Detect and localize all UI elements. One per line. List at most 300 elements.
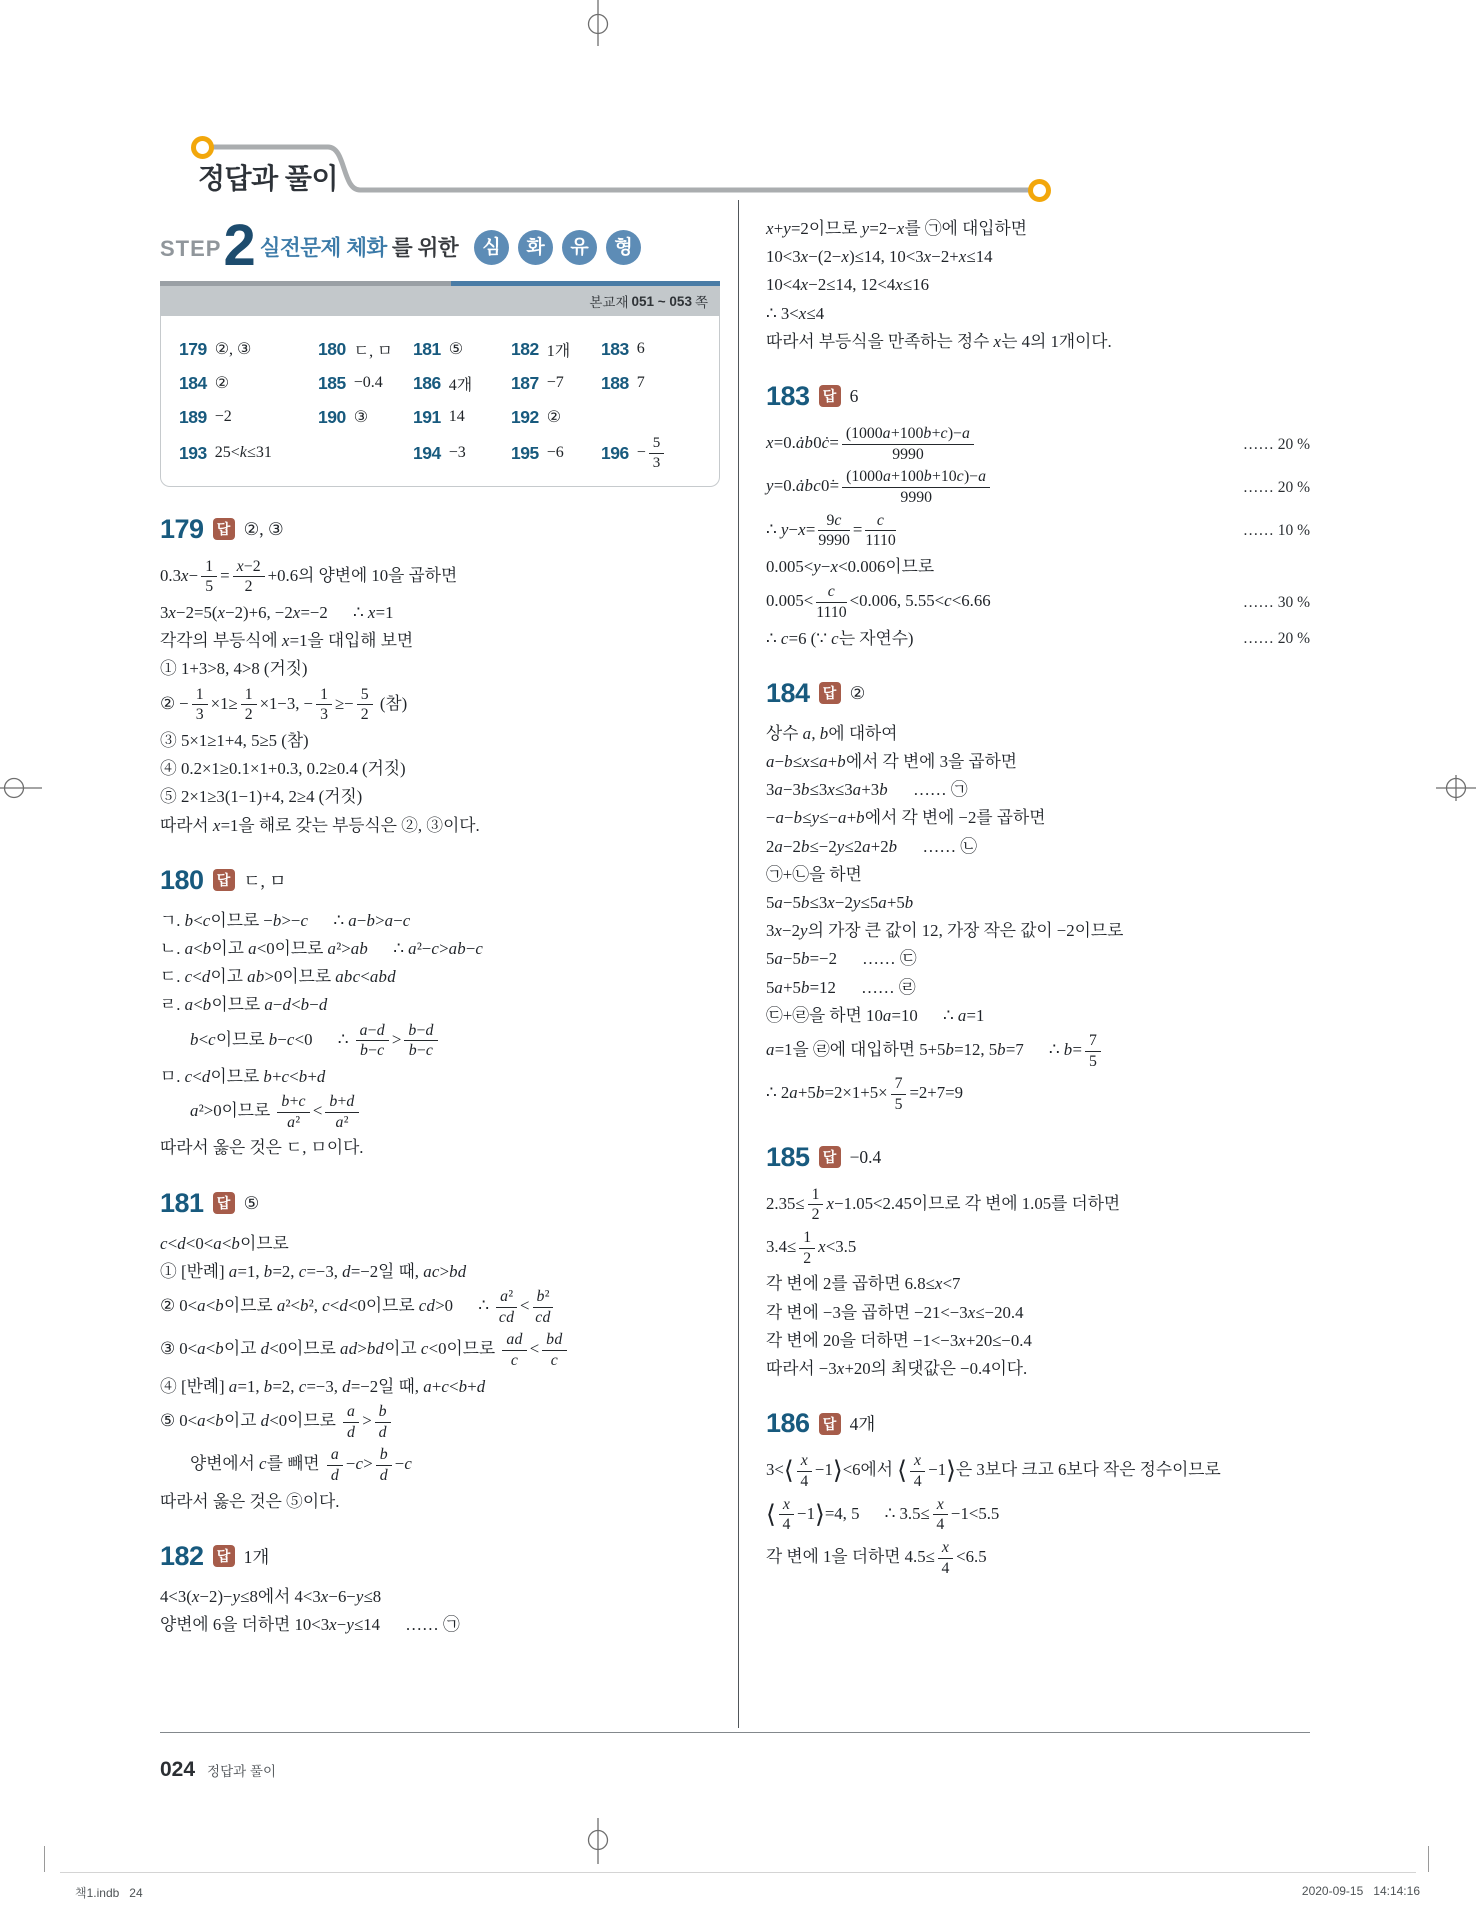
math-variable: x xyxy=(782,1495,791,1513)
fraction-numerator: 1 xyxy=(316,686,332,706)
math-variable: a xyxy=(500,1288,509,1305)
solution-line-text: ⟨ $\frac{x}{4}$ −1⟩=4, 5 ∴ 3.5≤ $\frac{x}{4}$ −1<5.5 xyxy=(766,1495,1000,1534)
fraction-denominator: 2 xyxy=(811,1206,820,1224)
solution-line xyxy=(766,582,1310,622)
math-variable: x xyxy=(896,219,905,238)
fraction xyxy=(327,1446,343,1484)
solution-line-text: y=0.ȧbc0̇= $\frac{(1000a+100b+10c)-a}{9990}$ xyxy=(766,467,993,507)
print-timestamp: 2020-09-15 14:14:16 xyxy=(1301,1884,1420,1898)
solution-line-text: 각 변에 1을 더하면 4.5≤ $\frac{x}{4}$ <6.5 xyxy=(766,1538,987,1577)
fraction-numerator: b+d xyxy=(325,1093,358,1113)
math-variable: c xyxy=(827,583,836,601)
score-weight: …… 20 % xyxy=(1242,478,1310,496)
answer-item-187 xyxy=(511,373,601,394)
solution-line-text: 각각의 부등식에 x=1을 대입해 보면 xyxy=(160,631,414,651)
solution-line-text: ④ 0.2×1≥0.1×1+0.3, 0.2≥0.4 (거짓) xyxy=(160,759,406,779)
math-variable: x xyxy=(292,603,301,623)
math-variable: a xyxy=(774,836,784,856)
fraction-numerator: 9c xyxy=(818,512,850,532)
fraction xyxy=(496,1288,517,1326)
fraction xyxy=(816,583,846,621)
math-variable: b xyxy=(298,1066,308,1086)
fraction xyxy=(779,1496,794,1534)
solution-line xyxy=(766,1300,1310,1325)
solution-line xyxy=(766,626,1310,651)
solution-line xyxy=(766,1074,1310,1114)
math-variable: x xyxy=(895,275,904,295)
math-variable: x xyxy=(818,1237,826,1257)
fraction-numerator: 1 xyxy=(192,686,208,706)
fraction-numerator xyxy=(816,583,846,603)
math-variable: a xyxy=(190,1101,199,1121)
math-variable: b xyxy=(360,1042,369,1060)
fraction-denominator: 2 xyxy=(803,1249,812,1267)
fraction-numerator: 1 xyxy=(201,558,217,578)
answer-item-195 xyxy=(511,443,601,464)
math-variable: a xyxy=(838,808,847,828)
problem-solution xyxy=(766,1185,1310,1382)
solution-line-text: 따라서 옳은 것은 ㄷ, ㅁ이다. xyxy=(160,1138,364,1158)
math-variable: a xyxy=(276,1296,286,1316)
math-variable: ab xyxy=(350,938,369,958)
solution-continuation xyxy=(766,216,1310,354)
fraction xyxy=(343,1403,359,1441)
problem-heading xyxy=(160,514,720,545)
math-variable: x xyxy=(800,1452,808,1470)
solution-line-text: 3a−3b≤3x≤3a+3b …… ㉠ xyxy=(766,780,968,800)
math-variable: y xyxy=(811,808,820,828)
math-variable: x xyxy=(800,275,809,295)
answer-row xyxy=(179,366,701,400)
solution-line xyxy=(160,1402,720,1442)
solution-line-text: a²>0이므로 $\frac{b+c}{\text{a²}}$ < $\frac{b+d}{\text{a²}}$ xyxy=(190,1101,362,1120)
step-badge-유: 유 xyxy=(562,230,597,265)
math-variable: c xyxy=(431,938,440,958)
math-variable: a xyxy=(852,780,862,800)
solution-line xyxy=(766,721,1310,746)
math-variable: b xyxy=(263,1376,273,1396)
math-variable: cd xyxy=(418,1296,436,1316)
math-variable: b xyxy=(879,780,888,800)
answer-item-188 xyxy=(601,373,701,394)
fraction-denominator: 9990 xyxy=(818,532,850,550)
gauss-bracket: ⟩ xyxy=(946,1457,956,1485)
solution-line-text: 0.005<y−x<0.006이므로 xyxy=(766,557,935,577)
answer-badge: 답 xyxy=(213,1192,235,1214)
math-variable: x xyxy=(236,557,244,575)
source-prefix: 본교재 xyxy=(589,295,629,310)
math-variable: ȧb xyxy=(795,432,814,452)
solution-line xyxy=(160,936,720,961)
solution-line xyxy=(160,728,720,753)
problem-number: 180 xyxy=(160,864,204,895)
solution-line-text: 10<4x−2≤14, 12<4x≤16 xyxy=(766,275,930,295)
math-variable: y xyxy=(852,892,861,912)
math-variable: a xyxy=(228,1376,238,1396)
math-variable: x xyxy=(320,1586,329,1606)
math-variable: ad xyxy=(506,1331,523,1349)
math-variable: b xyxy=(190,1029,199,1049)
solution-line xyxy=(160,813,720,838)
answer-item-number: 190 xyxy=(318,406,346,427)
math-variable: a xyxy=(774,977,784,997)
score-weight: …… 10 % xyxy=(1242,522,1310,540)
problem-answer: ②, ③ xyxy=(243,518,284,539)
solution-line-text: 따라서 x=1을 해로 갖는 부등식은 ②, ③이다. xyxy=(160,815,480,835)
solution-line xyxy=(766,890,1310,915)
topbar-blue-segment xyxy=(451,281,720,286)
solution-line-text: ∴ c=6 (∵ c는 자연수) xyxy=(766,628,914,648)
math-variable: a xyxy=(775,808,785,828)
problem-solution xyxy=(160,1584,720,1637)
solution-line-text: ④ [반례] a=1, b=2, c=−3, d=−2일 때, a+c<b+d xyxy=(160,1376,486,1396)
answer-item-180 xyxy=(318,338,413,361)
math-variable: x xyxy=(958,1330,966,1350)
solution-line xyxy=(160,1445,720,1485)
solution-line-text: ⑤ 2×1≥3(1−1)+4, 2≥4 (거짓) xyxy=(160,787,363,807)
fraction xyxy=(649,435,665,472)
math-variable: x xyxy=(798,519,806,539)
answer-badge: 답 xyxy=(213,518,235,540)
answer-item-value: ② xyxy=(214,375,230,392)
problem-number: 181 xyxy=(160,1187,204,1218)
fraction-denominator: 4 xyxy=(800,1472,809,1490)
math-variable: c xyxy=(944,591,952,611)
math-variable: a xyxy=(774,949,784,969)
fraction-numerator: 1 xyxy=(241,686,257,706)
source-pages: 051 ~ 053 xyxy=(631,293,692,309)
answer-item-185 xyxy=(318,373,413,394)
math-variable: bd xyxy=(546,1331,563,1349)
math-variable: x xyxy=(936,1495,945,1513)
solution-line-text: 2.35≤ $\frac{1}{2}$ x−1.05<2.45이므로 각 변에 1.05를 더하면 xyxy=(766,1185,1121,1224)
solution-line-text: ㅁ. c<d이므로 b+c<b+d xyxy=(160,1066,326,1086)
answer-key-topbar xyxy=(160,281,720,286)
problem-block-183 xyxy=(766,381,1310,651)
math-variable: c xyxy=(300,910,309,930)
step-badge-형: 형 xyxy=(606,230,641,265)
problem-solution xyxy=(766,424,1310,651)
problem-solution xyxy=(766,721,1310,1115)
solution-line-text: ㉠+㉡을 하면 xyxy=(766,864,862,884)
solution-line xyxy=(160,1135,720,1160)
solution-line xyxy=(766,1328,1310,1353)
answer-item-181 xyxy=(413,339,511,360)
registration-mark-right xyxy=(1436,775,1476,801)
solution-line xyxy=(766,329,1310,354)
answer-item-number: 192 xyxy=(511,406,539,427)
solution-line xyxy=(766,272,1310,297)
fraction-numerator xyxy=(797,1452,812,1472)
math-variable: x xyxy=(923,247,932,267)
solution-line-text: a−b≤x≤a+b에서 각 변에 3을 곱하면 xyxy=(766,752,1018,771)
solution-line xyxy=(160,784,720,809)
math-variable: a xyxy=(408,938,417,958)
solution-line xyxy=(160,1612,720,1637)
problem-block-184 xyxy=(766,678,1310,1115)
answer-item-190 xyxy=(318,407,413,428)
solution-line xyxy=(160,756,720,781)
solution-line-text: 따라서 옳은 것은 ⑤이다. xyxy=(160,1491,340,1511)
math-variable: ab xyxy=(448,938,466,958)
fraction xyxy=(356,1022,389,1060)
answer-badge: 답 xyxy=(819,1146,841,1168)
math-variable: x xyxy=(800,247,809,267)
math-variable: c xyxy=(475,938,484,958)
math-variable: c xyxy=(402,910,411,930)
math-variable: a xyxy=(327,938,337,958)
gauss-bracket: ⟩ xyxy=(815,1501,825,1529)
math-variable: y xyxy=(836,836,845,856)
fraction-numerator xyxy=(910,1452,925,1472)
solution-line xyxy=(766,834,1310,859)
answer-badge: 답 xyxy=(213,1545,235,1567)
fraction xyxy=(533,1288,554,1326)
problem-block-179 xyxy=(160,514,720,838)
fraction-numerator xyxy=(343,1403,359,1423)
math-variable: x xyxy=(212,815,221,835)
math-variable: x xyxy=(329,1615,337,1635)
math-variable: ċ xyxy=(821,432,830,452)
math-variable: a xyxy=(359,1021,368,1039)
solution-line xyxy=(766,467,1310,507)
math-variable: c xyxy=(298,1261,307,1281)
math-variable: d xyxy=(425,1021,434,1039)
math-variable: bd xyxy=(366,1339,385,1359)
fraction-denominator: a² xyxy=(287,1113,301,1131)
math-variable: b xyxy=(923,424,932,442)
math-variable: b xyxy=(997,1039,1006,1059)
math-variable: x xyxy=(836,1358,845,1378)
solution-line xyxy=(160,656,720,681)
solution-line-text: ① [반례] a=1, b=2, c=−3, d=−2일 때, ac>bd xyxy=(160,1261,467,1281)
math-variable: b xyxy=(366,910,376,930)
math-variable: c xyxy=(184,967,193,987)
math-variable: x xyxy=(941,1538,950,1556)
math-variable: c xyxy=(298,1376,307,1396)
math-variable: a xyxy=(384,910,394,930)
fraction-denominator xyxy=(376,1466,392,1485)
step-subtitle-highlight: 실전문제 체화 xyxy=(259,236,387,260)
solution-line xyxy=(160,964,720,989)
solution-line-text: ③ 5×1≥1+4, 5≥5 (참) xyxy=(160,731,309,750)
step-type-badges xyxy=(474,230,641,270)
fraction-numerator xyxy=(542,1331,566,1351)
solution-line-text: ㉢+㉣을 하면 10a=10 ∴ a=1 xyxy=(766,1005,985,1025)
math-variable: b xyxy=(300,1296,309,1316)
gauss-bracket: ⟨ xyxy=(766,1501,776,1529)
fraction-numerator: 7 xyxy=(1085,1032,1101,1052)
solution-line xyxy=(160,600,720,625)
math-variable: b xyxy=(281,1093,290,1111)
solution-line-text: c<d<0<a<b이므로 xyxy=(160,1233,289,1253)
solution-line-text: 5a−5b≤3x−2y≤5a+5b xyxy=(766,892,914,912)
math-variable: c xyxy=(208,1029,216,1049)
answer-item-183 xyxy=(601,339,701,360)
fraction xyxy=(865,512,895,550)
main-columns xyxy=(160,200,1310,1728)
math-variable: c xyxy=(259,1454,267,1474)
fraction-numerator xyxy=(938,1539,953,1559)
math-variable: b xyxy=(300,995,310,1015)
solution-line xyxy=(766,1185,1310,1225)
math-variable: x xyxy=(367,603,376,623)
solution-line-text: x=0.ȧb0ċ= $\frac{(1000a+100b+c)-a}{9990}$ xyxy=(766,424,977,464)
solution-line xyxy=(766,1003,1310,1028)
math-variable: a xyxy=(878,892,887,912)
problem-solution xyxy=(160,1231,720,1514)
math-variable: d xyxy=(318,995,328,1015)
math-variable: c xyxy=(940,424,948,442)
solution-line-text: 5a−5b=−2 …… ㉢ xyxy=(766,949,917,969)
corner-tick-right xyxy=(1428,1846,1429,1872)
math-variable: b xyxy=(784,752,793,771)
math-variable: b xyxy=(815,1083,825,1103)
problem-heading xyxy=(766,1142,1310,1173)
math-variable: x xyxy=(802,752,810,771)
solution-line-text: 5a+5b=12 …… ㉣ xyxy=(766,977,916,997)
math-variable: y xyxy=(355,1586,364,1606)
bottom-hairline xyxy=(60,1872,1416,1873)
problem-heading xyxy=(160,1541,720,1572)
solution-line-text: 3x−2y의 가장 큰 값이 12, 가장 작은 값이 −2이므로 xyxy=(766,921,1124,941)
problem-answer: ② xyxy=(849,682,866,703)
math-variable: x xyxy=(191,1586,200,1606)
math-variable: a xyxy=(882,424,891,442)
topbar-gray-segment xyxy=(160,281,451,286)
fraction-denominator: b−c xyxy=(360,1042,385,1060)
math-variable: y xyxy=(800,921,808,941)
math-variable: x xyxy=(841,247,850,267)
gauss-bracket: ⟨ xyxy=(783,1457,794,1485)
math-variable: b xyxy=(800,780,810,800)
solution-line xyxy=(766,1495,1310,1535)
math-variable: b xyxy=(904,892,914,912)
right-column xyxy=(739,200,1310,1728)
answer-item-number: 185 xyxy=(318,372,346,393)
math-variable: ȧbc xyxy=(795,476,821,496)
math-variable: x xyxy=(958,247,967,267)
score-weight: …… 20 % xyxy=(1242,629,1310,647)
math-variable: c xyxy=(834,511,842,529)
math-variable: b xyxy=(378,1402,387,1420)
print-file-info: 책1.indb 24 xyxy=(75,1886,143,1900)
math-variable: a xyxy=(213,1233,222,1253)
math-variable: c xyxy=(184,1066,193,1086)
left-problems xyxy=(160,514,720,1638)
registration-mark-bottom xyxy=(585,1818,611,1864)
math-variable: d xyxy=(330,1467,340,1484)
math-variable: x xyxy=(180,565,189,585)
header-ring-left-icon xyxy=(191,136,214,159)
answer-item-194 xyxy=(413,443,511,464)
solution-line-text: 4<3(x−2)−y≤8에서 4<3x−6−y≤8 xyxy=(160,1586,382,1606)
fraction-denominator: 4 xyxy=(936,1516,945,1534)
solution-line xyxy=(160,1231,720,1256)
math-variable: x xyxy=(826,1193,835,1213)
problem-block-180 xyxy=(160,865,720,1161)
math-variable: a xyxy=(766,752,775,771)
answer-item-196 xyxy=(601,434,701,473)
answer-badge: 답 xyxy=(819,682,841,704)
math-variable: y xyxy=(232,1586,241,1606)
math-variable: b xyxy=(215,1296,224,1316)
solution-line-text: 각 변에 2를 곱하면 6.8≤x<7 xyxy=(766,1274,961,1294)
fraction-denominator xyxy=(502,1351,526,1370)
math-variable: a xyxy=(789,1083,798,1103)
solution-line-text: 3<⟨ $\frac{x}{4}$ −1⟩<6에서 ⟨ $\frac{x}{4}$ −1⟩은 3보다 크고 6보다 작은 정수이므로 xyxy=(766,1452,1221,1490)
solution-line xyxy=(160,685,720,725)
problem-answer: −0.4 xyxy=(849,1146,882,1167)
math-variable: b xyxy=(263,1066,273,1086)
solution-line xyxy=(160,1064,720,1089)
answer-item-number: 194 xyxy=(413,442,441,463)
fraction-numerator: 7 xyxy=(891,1075,907,1095)
solution-line-text: 0.005< $\frac{c}{1110}$ <0.006, 5.55<c<6.66 xyxy=(766,583,991,621)
step-label: STEP xyxy=(160,236,222,261)
page-footer-label: 정답과 풀이 xyxy=(207,1764,277,1779)
solution-line xyxy=(766,244,1310,269)
fraction-numerator: (1000a+100b+10c)−a xyxy=(842,468,990,488)
math-variable: b xyxy=(819,723,829,743)
math-variable: b xyxy=(800,836,810,856)
solution-line xyxy=(766,946,1310,971)
answer-item-value: ㄷ, ㅁ xyxy=(353,342,393,360)
math-variable: c xyxy=(298,1093,306,1111)
solution-line xyxy=(766,975,1310,1000)
page-number: 024 xyxy=(160,1758,196,1781)
math-variable: c xyxy=(831,628,839,648)
math-variable: a xyxy=(862,836,871,856)
math-variable: a xyxy=(766,1039,775,1059)
solution-line xyxy=(766,1228,1310,1268)
math-variable: a xyxy=(348,910,357,930)
fraction-denominator: 9990 xyxy=(892,445,924,463)
answer-item-184 xyxy=(179,373,318,394)
fraction-numerator: a² xyxy=(496,1288,517,1308)
problem-number: 182 xyxy=(160,1540,204,1571)
math-variable: x xyxy=(827,780,836,800)
gauss-bracket: ⟩ xyxy=(832,1457,843,1485)
problem-solution xyxy=(160,557,720,838)
math-variable: x xyxy=(830,557,839,577)
math-variable: a xyxy=(347,1402,356,1420)
solution-line-text: ∴ 3<x≤4 xyxy=(766,303,825,323)
math-variable: a xyxy=(774,780,784,800)
answer-item-number: 183 xyxy=(601,338,629,359)
solution-line xyxy=(160,1489,720,1514)
solution-line xyxy=(160,1287,720,1327)
solution-line-text: ∴ y−x= $\frac{9c}{9990}$ = $\frac{c}{1110}$ xyxy=(766,511,896,550)
problem-number: 186 xyxy=(766,1408,810,1439)
solution-line xyxy=(766,1451,1310,1491)
answer-item-number: 186 xyxy=(413,372,441,393)
math-variable: b xyxy=(231,1233,241,1253)
gauss-bracket: ⟨ xyxy=(897,1457,907,1485)
solution-line xyxy=(766,805,1310,830)
math-variable: d xyxy=(476,1376,486,1396)
math-variable: d xyxy=(346,1093,355,1111)
problem-heading xyxy=(766,381,1310,412)
solution-line xyxy=(160,1259,720,1284)
math-variable: ab xyxy=(247,967,265,987)
fraction-denominator xyxy=(327,1466,343,1485)
problem-block-186 xyxy=(766,1408,1310,1578)
solution-line xyxy=(160,1330,720,1370)
fraction xyxy=(404,1022,437,1060)
math-variable: cd xyxy=(535,1308,551,1326)
fraction-denominator xyxy=(542,1351,566,1370)
